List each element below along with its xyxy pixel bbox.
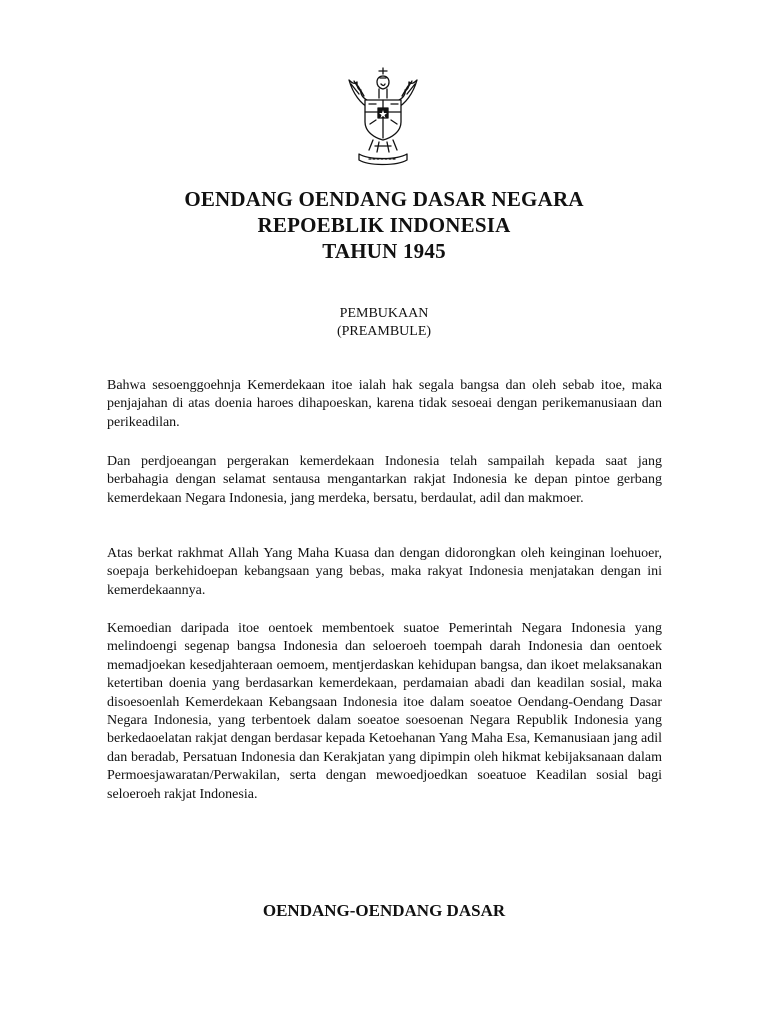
paragraph-text: Bahwa sesoenggoehnja Kemerdekaan itoe ialah hak segala bangsa dan oleh sebab itoe, maka penjajahan di atas doenia haroes dihapoeskan, karena tidak sesoeai dengan perikemanusiaan dan perikeadilan. bbox=[107, 378, 662, 430]
paragraph-text: Atas berkat rakhmat Allah Yang Maha Kuasa dan dengan didorongkan oleh keinginan loehuoer, soepaja berkehidoepan kebangsaan yang bebas, maka rakyat Indonesia menjatakan dengan ini kemerdekaannya. bbox=[107, 546, 662, 598]
preamble-paragraph-1 bbox=[107, 377, 662, 432]
closing-heading: OENDANG-OENDANG DASAR bbox=[262, 901, 506, 920]
title-line-1: OENDANG OENDANG DASAR NEGARA bbox=[184, 187, 584, 211]
preamble-paragraph-4 bbox=[107, 620, 662, 804]
preamble-paragraph-3 bbox=[107, 545, 662, 600]
section-heading-label: PEMBUKAAN bbox=[339, 306, 429, 321]
section-heading bbox=[0, 305, 768, 341]
title-line-2: REPOEBLIK INDONESIA bbox=[257, 213, 511, 237]
preamble-paragraph-2 bbox=[107, 453, 662, 508]
title-line-3: TAHUN 1945 bbox=[322, 239, 446, 263]
paragraph-text: Kemoedian daripada itoe oentoek membentoek suatoe Pemerintah Negara Indonesia yang melindoengi segenap bangsa Indonesia dan seloeroeh toempah darah Indonesia dan oentoek memadjoekan kesedjahteraan oemoem, mentjerdaskan kehidupan bangsa, dan ikoet melaksanakan ketertiban doenia yang berdasarkan kemerdekaan, perdamaian abadi dan keadilan sosial, maka disoesoenlah Kemerdekaan Kebangsaan Indonesia itoe dalam soeatoe Oendang-Oendang Dasar Negara Indonesia, yang terbentoek dalam soeatoe soesoenan Negara Republik Indonesia yang berkedaoelatan rakjat dengan berdasar kepada Ketoehanan Yang Maha Esa, Kemanusiaan jang adil dan beradab, Persatuan Indonesia dan Kerakjatan yang dipimpin oleh hikmat kebijaksanaan dalam Permoesjawaratan/Perwakilan, serta dengan mewoedjoedkan soeatuoe Keadilan sosial bagi seloeroeh rakjat Indonesia. bbox=[107, 621, 662, 802]
garuda-emblem-icon bbox=[339, 64, 427, 168]
document-title bbox=[0, 186, 768, 264]
section-subheading-label: (PREAMBULE) bbox=[336, 324, 432, 339]
paragraph-text: Dan perdjoeangan pergerakan kemerdekaan Indonesia telah sampailah kepada saat jang berbahagia dengan selamat sentausa mengantarkan rakjat Indonesia ke depan pintoe gerbang kemerdekaan Negara Indonesia, jang merdeka, bersatu, berdaulat, adil dan makmoer. bbox=[107, 454, 662, 506]
